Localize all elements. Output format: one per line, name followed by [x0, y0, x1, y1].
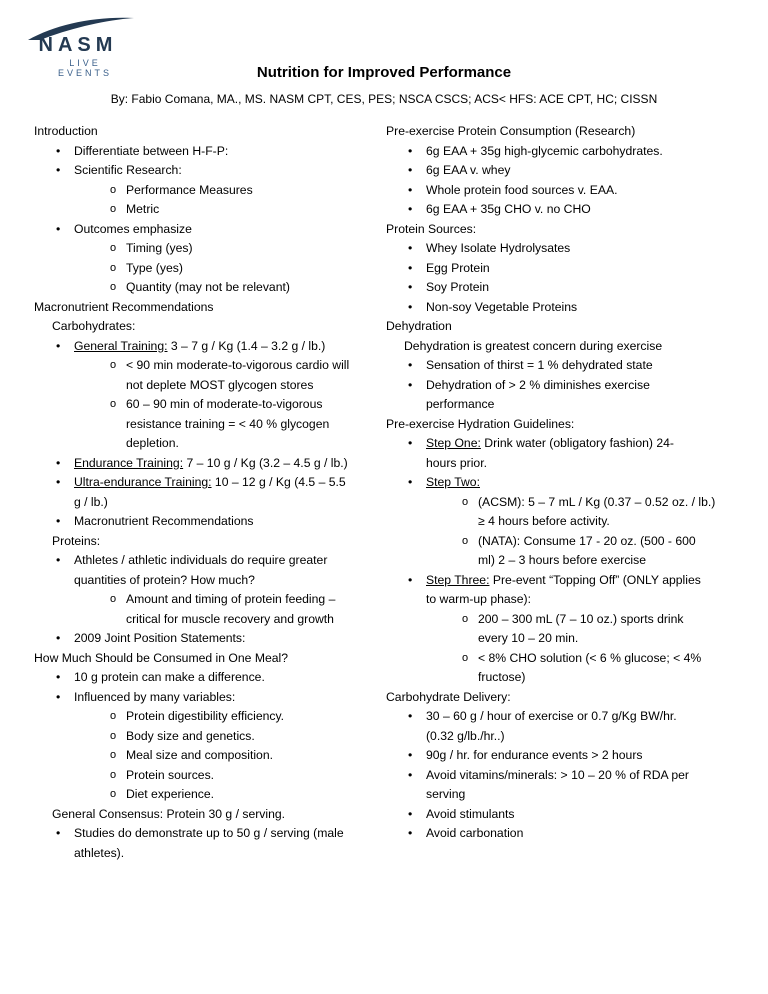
- line-text: depletion.: [126, 436, 179, 450]
- line-text: Protein digestibility efficiency.: [126, 709, 285, 723]
- left-line: [34, 395, 384, 415]
- right-line: [386, 629, 736, 649]
- right-line: [386, 454, 736, 474]
- right-line: [386, 142, 736, 162]
- right-line: [386, 824, 736, 844]
- underlined-label: Step One:: [426, 436, 481, 450]
- right-line: [386, 512, 736, 532]
- left-column: [34, 122, 384, 863]
- left-line: [34, 824, 384, 844]
- line-text: Sensation of thirst = 1 % dehydrated state: [426, 358, 653, 372]
- line-text: (0.32 g/lb./hr..): [426, 728, 505, 743]
- right-line: [386, 571, 736, 591]
- line-text: fructose): [478, 670, 526, 684]
- left-line: [34, 200, 384, 220]
- right-line: [386, 805, 736, 825]
- line-text: Soy Protein: [426, 280, 490, 294]
- left-line: [34, 181, 384, 201]
- line-text: 30 – 60 g / hour of exercise or 0.7 g/Kg BW/hr.: [426, 709, 677, 723]
- left-line: [34, 161, 384, 181]
- left-line: [34, 727, 384, 747]
- left-line: [34, 376, 384, 396]
- left-line: [34, 317, 384, 337]
- right-line: [386, 259, 736, 279]
- line-text: resistance training = < 40 % glycogen: [126, 416, 330, 431]
- line-text: to warm-up phase):: [426, 592, 531, 606]
- line-text: Scientific Research:: [74, 163, 182, 177]
- line-text: Non-soy Vegetable Proteins: [426, 299, 578, 314]
- left-line: [34, 278, 384, 298]
- line-text: Metric: [126, 202, 160, 216]
- line-text: Quantity (may not be relevant): [126, 280, 290, 294]
- line-text: Dehydration is greatest concern during exercise: [404, 338, 663, 353]
- left-line: [34, 298, 384, 318]
- line-text: Dehydration of > 2 % diminishes exercise: [426, 377, 650, 392]
- left-line: [34, 434, 384, 454]
- line-text: Studies do demonstrate up to 50 g / serving (male: [74, 826, 344, 840]
- left-line: [34, 844, 384, 864]
- line-text: 10 – 12 g / Kg (4.5 – 5.5: [211, 475, 346, 489]
- line-text: Athletes / athletic individuals do require greater: [74, 553, 328, 567]
- line-text: Amount and timing of protein feeding –: [126, 592, 336, 606]
- underlined-label: Endurance Training:: [74, 455, 184, 470]
- right-line: [386, 766, 736, 786]
- right-line: [386, 376, 736, 396]
- left-line: [34, 805, 384, 825]
- right-line: [386, 298, 736, 318]
- right-line: [386, 337, 736, 357]
- line-text: Macronutrient Recommendations: [74, 514, 254, 528]
- left-line: [34, 493, 384, 513]
- right-line: [386, 415, 736, 435]
- right-line: [386, 239, 736, 259]
- line-text: Avoid carbonation: [426, 826, 524, 840]
- line-text: < 90 min moderate-to-vigorous cardio will: [126, 358, 350, 372]
- right-line: [386, 610, 736, 630]
- document-byline: By: Fabio Comana, MA., MS. NASM CPT, CES, PES; NSCA CSCS; ACS< HFS: ACE CPT, HC; CISSN: [110, 92, 658, 106]
- right-line: [386, 649, 736, 669]
- line-text: General Consensus: Protein 30 g / serving.: [52, 806, 286, 821]
- right-line: [386, 707, 736, 727]
- line-text: Carbohydrate Delivery:: [386, 689, 511, 704]
- line-text: 10 g protein can make a difference.: [74, 670, 265, 684]
- left-line: [34, 668, 384, 688]
- left-line: [34, 415, 384, 435]
- left-line: [34, 707, 384, 727]
- right-line: [386, 181, 736, 201]
- right-line: [386, 200, 736, 220]
- left-line: [34, 649, 384, 669]
- line-text: not deplete MOST glycogen stores: [126, 377, 314, 392]
- line-text: Avoid stimulants: [426, 806, 515, 821]
- left-line: [34, 785, 384, 805]
- line-text: Macronutrient Recommendations: [34, 299, 214, 314]
- underlined-label: General Training:: [74, 338, 168, 353]
- line-text: 6g EAA + 35g high-glycemic carbohydrates.: [426, 143, 663, 158]
- line-text: Diet experience.: [126, 787, 215, 801]
- line-text: Dehydration: [386, 319, 452, 333]
- line-text: Protein Sources:: [386, 221, 477, 236]
- right-column: [386, 122, 736, 844]
- left-line: [34, 629, 384, 649]
- right-line: [386, 161, 736, 181]
- line-text: ≥ 4 hours before activity.: [478, 514, 610, 528]
- left-line: [34, 220, 384, 240]
- line-text: Pre-exercise Protein Consumption (Research): [386, 124, 636, 138]
- line-text: every 10 – 20 min.: [478, 631, 579, 645]
- right-line: [386, 220, 736, 240]
- line-text: Whey Isolate Hydrolysates: [426, 241, 571, 255]
- right-line: [386, 317, 736, 337]
- right-line: [386, 356, 736, 376]
- line-text: < 8% CHO solution (< 6 % glucose; < 4%: [478, 650, 702, 665]
- line-text: Meal size and composition.: [126, 748, 273, 762]
- line-text: How Much Should be Consumed in One Meal?: [34, 650, 289, 665]
- left-line: [34, 122, 384, 142]
- left-line: [34, 512, 384, 532]
- line-text: 6g EAA + 35g CHO v. no CHO: [426, 202, 591, 216]
- line-text: 2009 Joint Position Statements:: [74, 631, 246, 645]
- right-line: [386, 493, 736, 513]
- underlined-label: Ultra-endurance Training:: [74, 475, 212, 489]
- line-text: Avoid vitamins/minerals: > 10 – 20 % of RDA per: [426, 767, 689, 782]
- line-text: critical for muscle recovery and growth: [126, 611, 334, 626]
- left-line: [34, 766, 384, 786]
- left-line: [34, 454, 384, 474]
- line-text: Pre-event “Topping Off” (ONLY applies: [489, 572, 701, 587]
- line-text: 90g / hr. for endurance events > 2 hours: [426, 748, 643, 762]
- right-line: [386, 746, 736, 766]
- line-text: Carbohydrates:: [52, 319, 136, 333]
- right-line: [386, 532, 736, 552]
- line-text: 6g EAA v. whey: [426, 163, 511, 177]
- left-line: [34, 142, 384, 162]
- line-text: Influenced by many variables:: [74, 689, 236, 704]
- line-text: Drink water (obligatory fashion) 24-: [480, 436, 674, 450]
- left-line: [34, 746, 384, 766]
- left-line: [34, 532, 384, 552]
- left-line: [34, 571, 384, 591]
- line-text: ml) 2 – 3 hours before exercise: [478, 553, 646, 567]
- left-line: [34, 239, 384, 259]
- right-line: [386, 590, 736, 610]
- line-text: performance: [426, 397, 495, 411]
- line-text: Differentiate between H-F-P:: [74, 143, 229, 158]
- line-text: Whole protein food sources v. EAA.: [426, 182, 618, 197]
- left-line: [34, 356, 384, 376]
- line-text: Egg Protein: [426, 260, 490, 275]
- line-text: Introduction: [34, 124, 98, 138]
- left-line: [34, 259, 384, 279]
- line-text: Performance Measures: [126, 182, 253, 197]
- line-text: hours prior.: [426, 455, 487, 470]
- line-text: (NATA): Consume 17 - 20 oz. (500 - 600: [478, 533, 696, 548]
- right-line: [386, 551, 736, 571]
- line-text: Pre-exercise Hydration Guidelines:: [386, 416, 575, 431]
- underlined-label: Step Three:: [426, 572, 490, 587]
- line-text: athletes).: [74, 845, 125, 860]
- left-line: [34, 590, 384, 610]
- underlined-label: Step Two:: [426, 475, 480, 489]
- right-line: [386, 122, 736, 142]
- line-text: Type (yes): [126, 260, 183, 275]
- right-line: [386, 668, 736, 688]
- line-text: (ACSM): 5 – 7 mL / Kg (0.37 – 0.52 oz. / lb.): [478, 494, 716, 509]
- line-text: Outcomes emphasize: [74, 221, 192, 236]
- line-text: 60 – 90 min of moderate-to-vigorous: [126, 397, 323, 411]
- line-text: g / lb.): [74, 494, 108, 509]
- right-line: [386, 727, 736, 747]
- document-title: Nutrition for Improved Performance: [256, 64, 512, 81]
- right-line: [386, 785, 736, 805]
- left-line: [34, 337, 384, 357]
- line-text: 3 – 7 g / Kg (1.4 – 3.2 g / lb.): [167, 338, 326, 353]
- line-text: serving: [426, 787, 466, 801]
- line-text: Proteins:: [52, 533, 101, 548]
- line-text: Protein sources.: [126, 767, 215, 782]
- right-line: [386, 434, 736, 454]
- logo-subtitle: LIVE EVENTS: [57, 58, 112, 78]
- left-line: [34, 610, 384, 630]
- line-text: Body size and genetics.: [126, 728, 255, 743]
- left-line: [34, 473, 384, 493]
- line-text: 200 – 300 mL (7 – 10 oz.) sports drink: [478, 611, 684, 626]
- right-line: [386, 473, 736, 493]
- line-text: quantities of protein? How much?: [74, 572, 255, 587]
- line-text: 7 – 10 g / Kg (3.2 – 4.5 g / lb.): [183, 455, 348, 470]
- left-line: [34, 551, 384, 571]
- left-line: [34, 688, 384, 708]
- right-line: [386, 278, 736, 298]
- right-line: [386, 395, 736, 415]
- right-line: [386, 688, 736, 708]
- line-text: Timing (yes): [126, 241, 193, 255]
- logo-wordmark: NASM: [38, 34, 118, 56]
